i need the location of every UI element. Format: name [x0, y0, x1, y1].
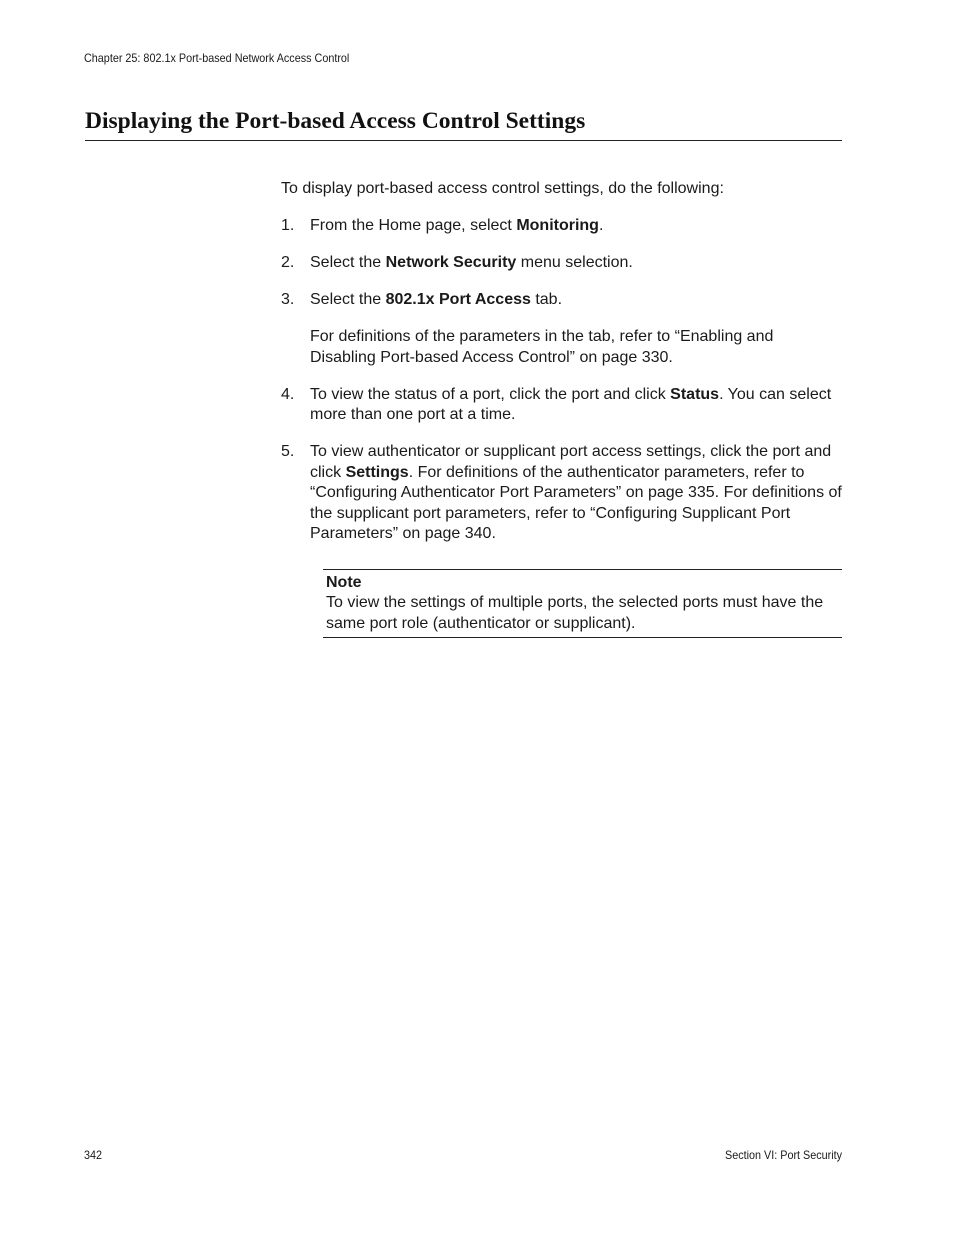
step-ui-term: Monitoring: [516, 217, 599, 234]
step-item-3: [281, 290, 842, 368]
step-item-2: [281, 253, 842, 274]
step-text: [310, 290, 842, 311]
step-item-1: [281, 216, 842, 237]
step-number: 3.: [281, 291, 295, 308]
main-content: [281, 179, 842, 638]
step-number: 5.: [281, 443, 295, 460]
step-text-after: menu selection.: [516, 254, 633, 271]
running-header: Chapter 25: 802.1x Port-based Network Access Control: [84, 51, 350, 65]
step-sub-paragraph: For definitions of the parameters in the tab, refer to “Enabling and Disabling Port-based Access Control” on page 330.: [310, 328, 774, 366]
steps-list: [281, 216, 842, 545]
step-text: [310, 442, 842, 545]
step-number: 2.: [281, 254, 295, 271]
step-text: [310, 253, 842, 274]
note-title: Note: [326, 573, 362, 591]
note-text: To view the settings of multiple ports, the selected ports must have the same port role (authenticator or supplicant).: [326, 594, 824, 632]
step-text-before: Select the: [310, 291, 386, 308]
intro-paragraph: To display port-based access control settings, do the following:: [281, 180, 724, 197]
step-text-before: From the Home page, select: [310, 217, 517, 234]
step-text-after: . For definitions of the authenticator parameters, refer to “Configuring Authenticator Port Parameters” on page 335. For definitions of the supplicant port parameters, refer to “Configuring Supplicant Port Parameters” on page 340.: [310, 463, 842, 542]
step-number: 1.: [281, 217, 295, 234]
step-ui-term: Status: [670, 385, 720, 403]
note-box: [323, 569, 842, 639]
step-ui-term: Settings: [345, 463, 409, 481]
step-text-after: . You can select more than one port at a time.: [310, 385, 832, 423]
step-item-5: [281, 442, 842, 545]
step-item-4: [281, 385, 842, 426]
step-text-before: Select the: [310, 254, 386, 271]
step-text-before: To view authenticator or supplicant port access settings, click the port and click: [310, 443, 832, 481]
step-ui-term: 802.1x Port Access: [385, 291, 531, 308]
footer-section: Section VI: Port Security: [724, 1148, 842, 1162]
step-text-after: tab.: [530, 291, 563, 308]
section-title: Displaying the Port-based Access Control Settings: [85, 106, 842, 141]
step-text-before: To view the status of a port, click the port and click: [310, 385, 671, 403]
step-text: [310, 216, 842, 237]
step-number: 4.: [281, 385, 295, 403]
step-ui-term: Network Security: [385, 254, 517, 271]
page-number: 342: [84, 1148, 103, 1162]
step-text-after: .: [598, 217, 604, 234]
step-text: [310, 385, 842, 426]
